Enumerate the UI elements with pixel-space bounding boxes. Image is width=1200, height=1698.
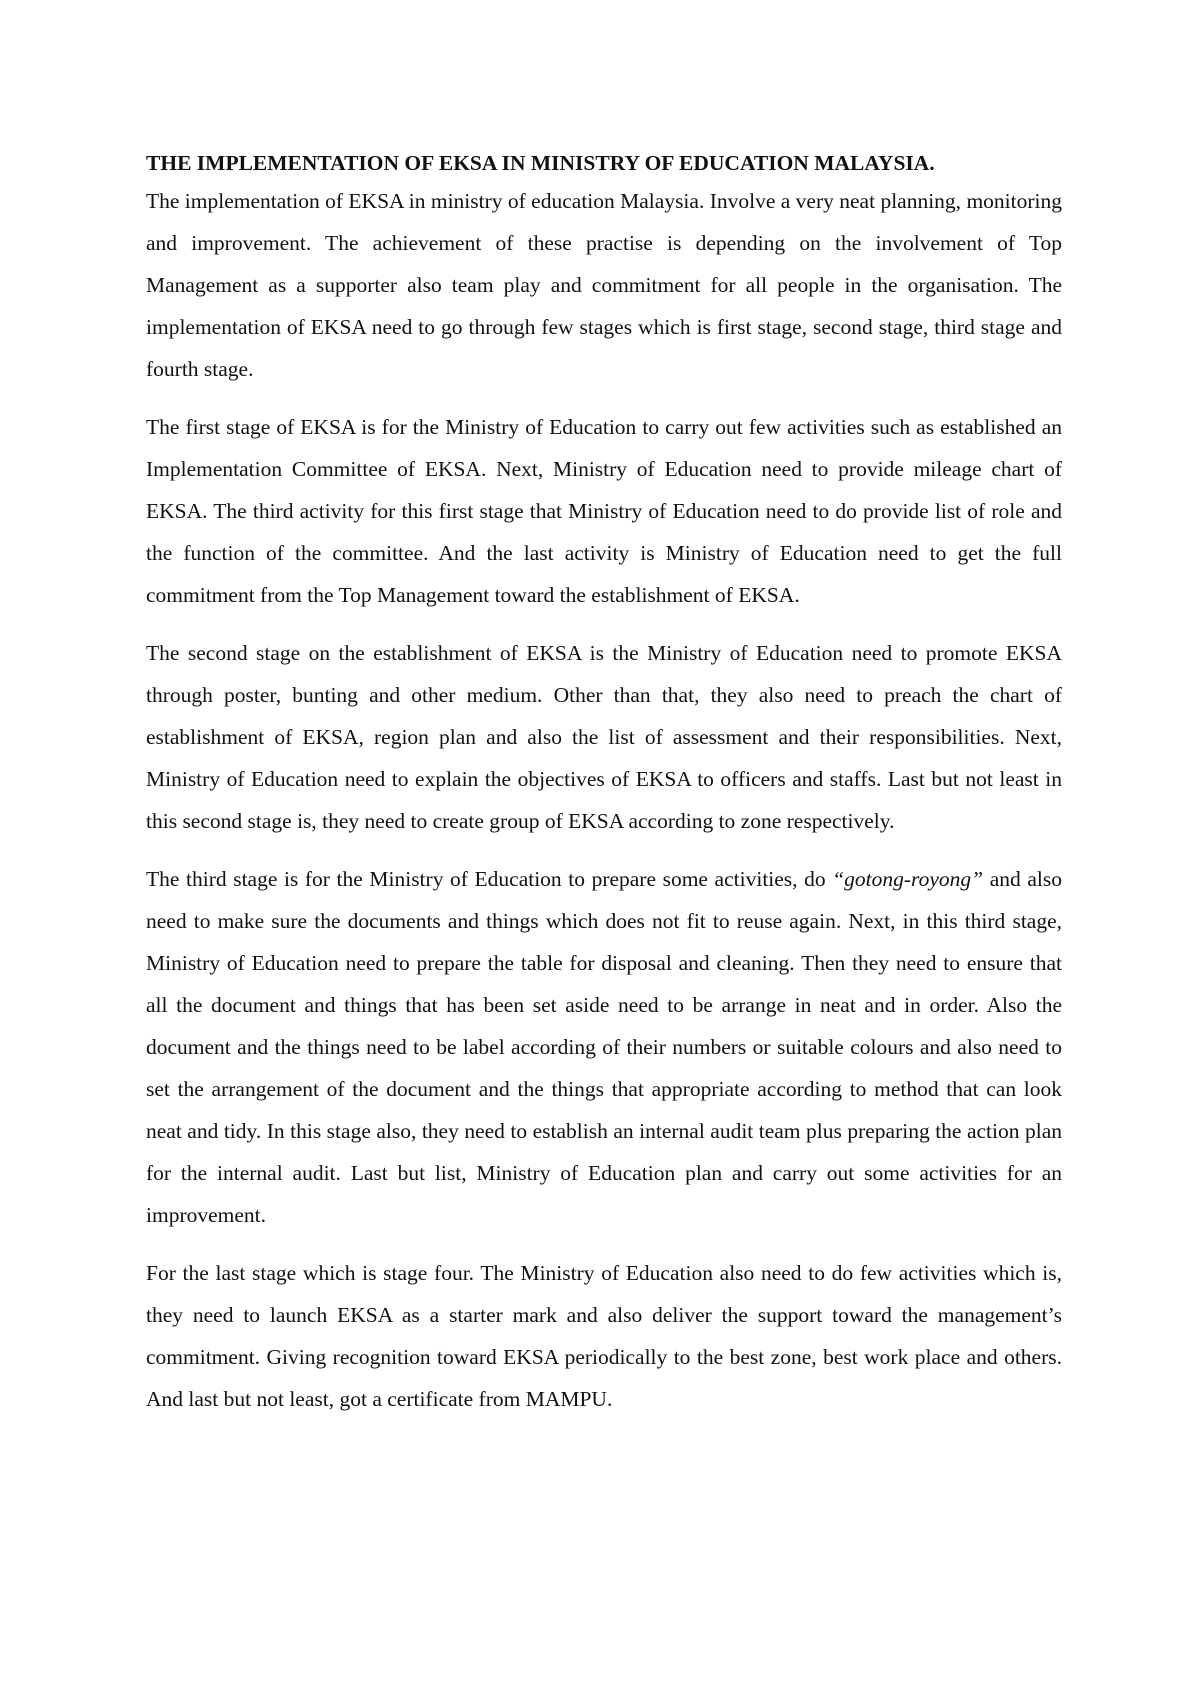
third-stage-paragraph [146,858,1062,1236]
first-stage-paragraph: The first stage of EKSA is for the Ministry of Education to carry out few activities such as established an Implementation Committee of EKSA. Next, Ministry of Education need to provide mileage chart of EKSA. The third activity for this first stage that Ministry of Education need to do provide list of role and the function of the committee. And the last activity is Ministry of Education need to get the full commitment from the Top Management toward the establishment of EKSA. [146,415,1062,607]
fourth-stage-paragraph: For the last stage which is stage four. The Ministry of Education also need to do few activities which is, they need to launch EKSA as a starter mark and also deliver the support toward the management’s commitment. Giving recognition toward EKSA periodically to the best zone, best work place and others. And last but not least, got a certificate from MAMPU. [146,1261,1062,1411]
second-stage-paragraph: The second stage on the establishment of EKSA is the Ministry of Education need to promote EKSA through poster, bunting and other medium. Other than that, they also need to preach the chart of establishment of EKSA, region plan and also the list of assessment and their responsibilities. Next, Ministry of Education need to explain the objectives of EKSA to officers and staffs. Last but not least in this second stage is, they need to create group of EKSA according to zone respectively. [146,641,1062,833]
gotong-royong-term: “gotong-royong” [832,867,984,891]
document-body [146,146,1062,1436]
third-stage-text-start: The third stage is for the Ministry of Education to prepare some activities, do [146,867,833,891]
document-title: THE IMPLEMENTATION OF EKSA IN MINISTRY OF EDUCATION MALAYSIA. [146,151,935,175]
intro-paragraph: The implementation of EKSA in ministry of education Malaysia. Involve a very neat planning, monitoring and improvement. The achievement of these practise is depending on the involvement of Top Management as a supporter also team play and commitment for all people in the organisation. The implementation of EKSA need to go through few stages which is first stage, second stage, third stage and fourth stage. [146,189,1062,381]
third-stage-text-end: and also need to make sure the documents and things which does not fit to reuse again. Next, in this third stage, Ministry of Education need to prepare the table for disposal and cleaning. Then they need to ensure that all the document and things that has been set aside need to be arrange in neat and in order. Also the document and the things need to be label according of their numbers or suitable colours and also need to set the arrangement of the document and the things that appropriate according to method that can look neat and tidy. In this stage also, they need to establish an internal audit team plus preparing the action plan for the internal audit. Last but list, Ministry of Education plan and carry out some activities for an improvement. [146,867,1062,1227]
